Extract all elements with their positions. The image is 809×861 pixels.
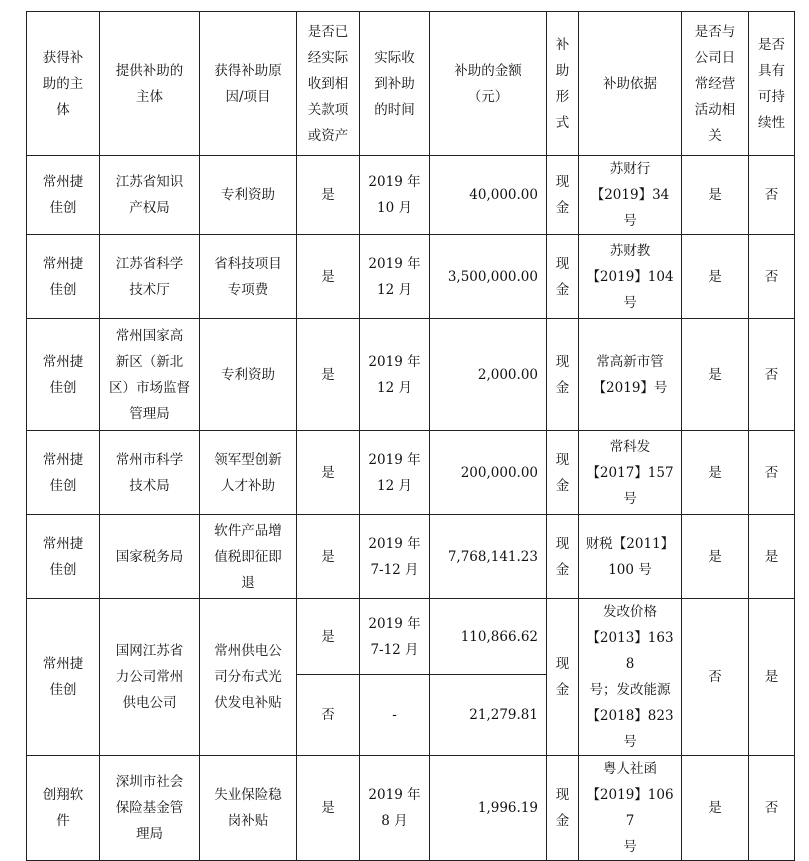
- cell-sustainable: 否: [749, 756, 795, 861]
- cell-basis: 常科发 【2017】157 号: [579, 431, 682, 515]
- table-row: [27, 431, 795, 515]
- cell-sustainable: 否: [749, 156, 795, 235]
- header-sustainable: 是否 具有 可持 续性: [749, 12, 795, 156]
- cell-provider: 常州国家高 新区（新北 区）市场监督 管理局: [100, 319, 200, 431]
- cell-time: 2019 年 12 月: [360, 431, 430, 515]
- cell-provider: 江苏省知识 产权局: [100, 156, 200, 235]
- header-received: 是否已 经实际 收到相 关款项 或资产: [297, 12, 360, 156]
- table-row: [27, 756, 795, 861]
- cell-time: 2019 年 7-12 月: [360, 599, 430, 675]
- cell-recipient: 常州捷 佳创: [27, 515, 100, 599]
- cell-basis: 常高新市管 【2019】号: [579, 319, 682, 431]
- cell-amount: 3,500,000.00: [430, 235, 547, 319]
- cell-basis: 苏财行 【2019】34 号: [579, 156, 682, 235]
- cell-sustainable: 是: [749, 599, 795, 756]
- table-row: [27, 515, 795, 599]
- cell-amount: 7,768,141.23: [430, 515, 547, 599]
- cell-received: 是: [297, 515, 360, 599]
- cell-recipient: 常州捷 佳创: [27, 599, 100, 756]
- cell-sustainable: 否: [749, 319, 795, 431]
- cell-received: 是: [297, 235, 360, 319]
- cell-amount: 40,000.00: [430, 156, 547, 235]
- cell-received: 是: [297, 431, 360, 515]
- cell-reason: 省科技项目 专项费: [200, 235, 297, 319]
- cell-time: 2019 年 7-12 月: [360, 515, 430, 599]
- cell-related: 是: [682, 756, 749, 861]
- cell-form: 现 金: [547, 319, 579, 431]
- cell-sustainable: 否: [749, 235, 795, 319]
- cell-basis: 粤人社函 【2019】1067 号: [579, 756, 682, 861]
- cell-reason: 专利资助: [200, 319, 297, 431]
- cell-amount: 110,866.62: [430, 599, 547, 675]
- cell-form: 现 金: [547, 515, 579, 599]
- cell-provider: 江苏省科学 技术厅: [100, 235, 200, 319]
- table-row: [27, 599, 795, 675]
- header-amount: 补助的金额 （元）: [430, 12, 547, 156]
- cell-related: 是: [682, 431, 749, 515]
- cell-reason: 软件产品增 值税即征即 退: [200, 515, 297, 599]
- cell-sustainable: 否: [749, 431, 795, 515]
- cell-provider: 国家税务局: [100, 515, 200, 599]
- cell-received: 是: [297, 156, 360, 235]
- header-provider: 提供补助的 主体: [100, 12, 200, 156]
- cell-related: 是: [682, 515, 749, 599]
- cell-received: 是: [297, 319, 360, 431]
- header-time: 实际收 到补助 的时间: [360, 12, 430, 156]
- cell-recipient: 常州捷 佳创: [27, 319, 100, 431]
- cell-form: 现 金: [547, 235, 579, 319]
- cell-provider: 深圳市社会 保险基金管 理局: [100, 756, 200, 861]
- cell-basis: 财税【2011】 100 号: [579, 515, 682, 599]
- subsidy-table: [26, 11, 795, 861]
- cell-amount: 1,996.19: [430, 756, 547, 861]
- table-row: [27, 235, 795, 319]
- header-form: 补 助 形 式: [547, 12, 579, 156]
- header-reason: 获得补助原 因/项目: [200, 12, 297, 156]
- cell-recipient: 常州捷 佳创: [27, 156, 100, 235]
- cell-time: 2019 年 12 月: [360, 319, 430, 431]
- header-basis: 补助依据: [579, 12, 682, 156]
- cell-recipient: 创翔软 件: [27, 756, 100, 861]
- cell-received: 是: [297, 599, 360, 675]
- cell-recipient: 常州捷 佳创: [27, 431, 100, 515]
- cell-provider: 国网江苏省 力公司常州 供电公司: [100, 599, 200, 756]
- cell-form: 现 金: [547, 156, 579, 235]
- cell-provider: 常州市科学 技术局: [100, 431, 200, 515]
- cell-related: 否: [682, 599, 749, 756]
- header-row: [27, 12, 795, 156]
- cell-form: 现 金: [547, 431, 579, 515]
- cell-basis: 发改价格 【2013】1638 号；发改能源 【2018】823 号: [579, 599, 682, 756]
- cell-related: 是: [682, 319, 749, 431]
- cell-related: 是: [682, 235, 749, 319]
- table-row: [27, 319, 795, 431]
- cell-recipient: 常州捷 佳创: [27, 235, 100, 319]
- cell-related: 是: [682, 156, 749, 235]
- cell-time: 2019 年 12 月: [360, 235, 430, 319]
- header-related: 是否与 公司日 常经营 活动相 关: [682, 12, 749, 156]
- cell-time: 2019 年 10 月: [360, 156, 430, 235]
- cell-received: 是: [297, 756, 360, 861]
- cell-amount: 21,279.81: [430, 675, 547, 756]
- cell-basis: 苏财教 【2019】104 号: [579, 235, 682, 319]
- cell-form: 现 金: [547, 599, 579, 756]
- cell-reason: 领军型创新 人才补助: [200, 431, 297, 515]
- cell-amount: 200,000.00: [430, 431, 547, 515]
- cell-received: 否: [297, 675, 360, 756]
- cell-reason: 专利资助: [200, 156, 297, 235]
- cell-form: 现 金: [547, 756, 579, 861]
- table-row: [27, 156, 795, 235]
- cell-sustainable: 是: [749, 515, 795, 599]
- cell-reason: 失业保险稳 岗补贴: [200, 756, 297, 861]
- cell-time: -: [360, 675, 430, 756]
- cell-amount: 2,000.00: [430, 319, 547, 431]
- header-recipient: 获得补 助的主 体: [27, 12, 100, 156]
- cell-time: 2019 年 8 月: [360, 756, 430, 861]
- cell-reason: 常州供电公 司分布式光 伏发电补贴: [200, 599, 297, 756]
